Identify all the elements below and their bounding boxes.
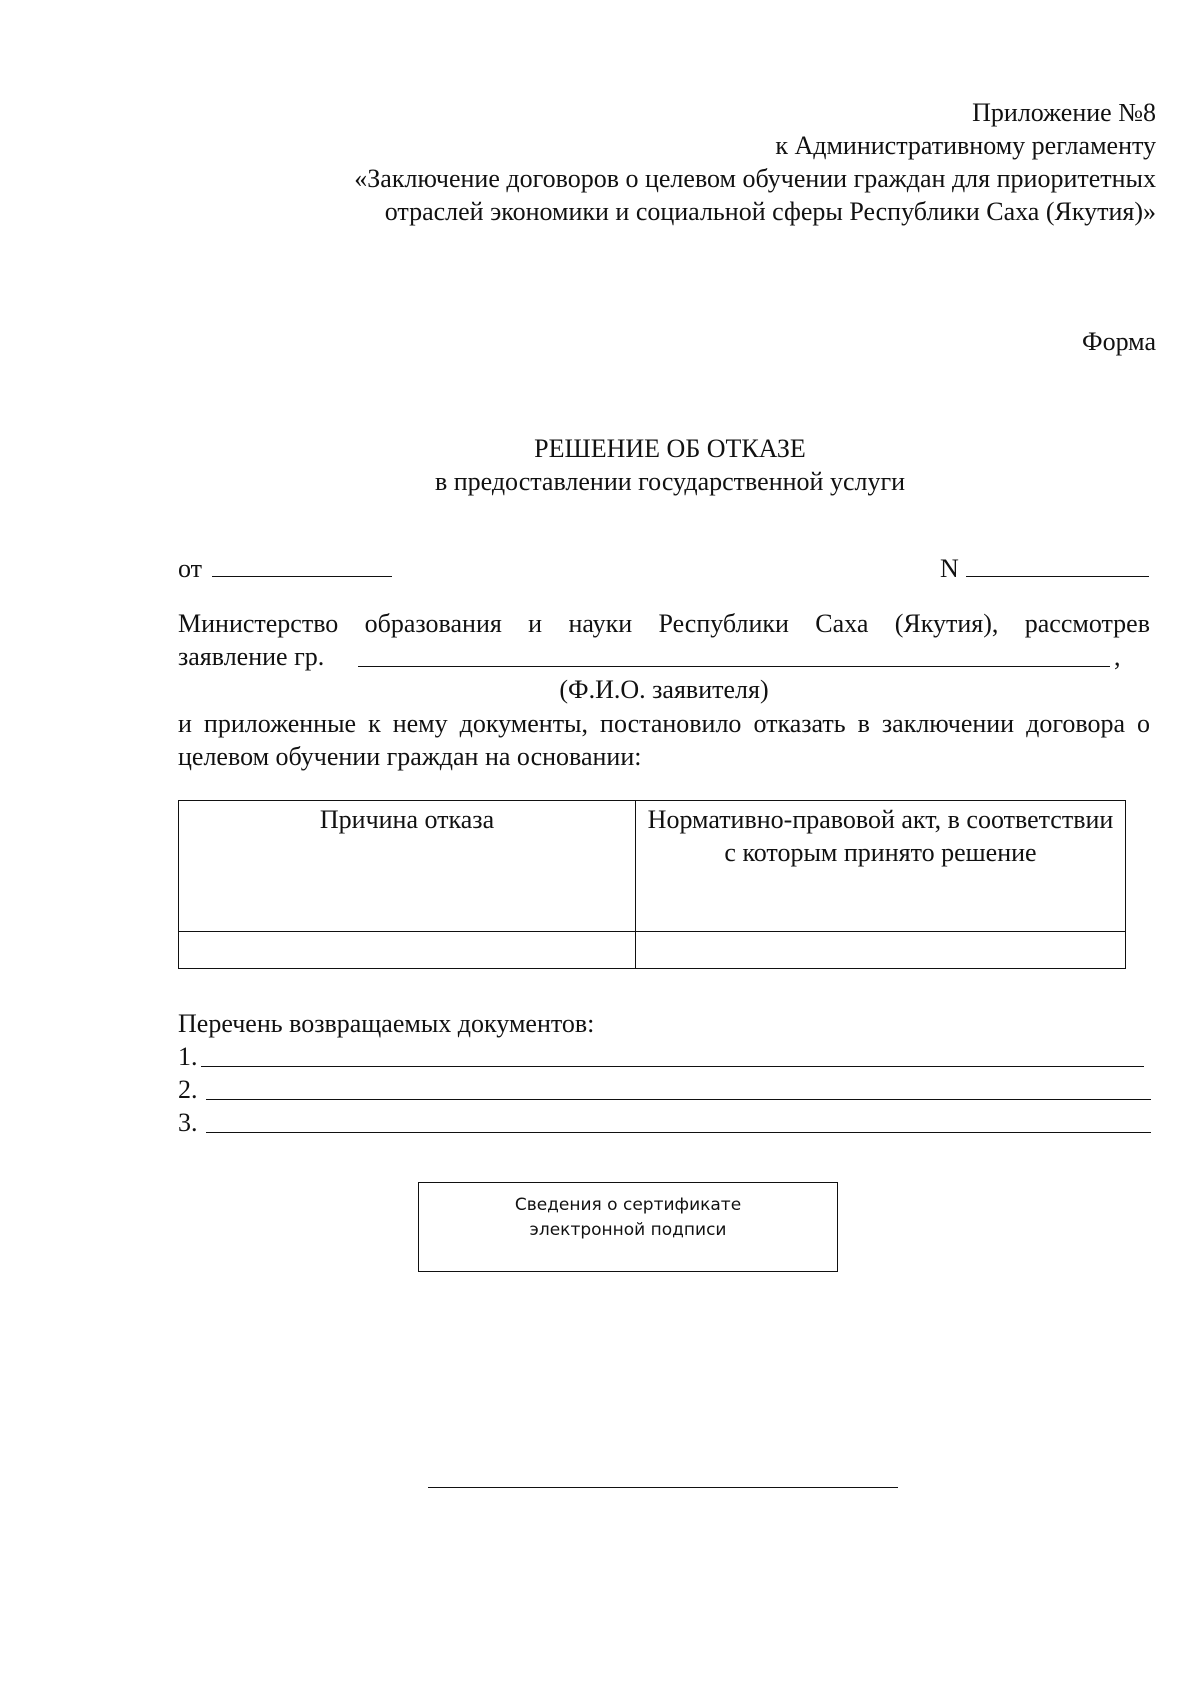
list-item-number: 3. bbox=[178, 1108, 198, 1137]
date-blank-line bbox=[212, 576, 392, 577]
list-item-number: 1. bbox=[178, 1042, 198, 1071]
table-header-legal-act: Нормативно-правовой акт, в соответствии с которым принято решение bbox=[636, 801, 1126, 932]
regulation-title-line1: «Заключение договоров о целевом обучении граждан для приоритетных bbox=[354, 164, 1156, 193]
title-sub: в предоставлении государственной услуги bbox=[434, 467, 906, 496]
list-item bbox=[178, 1040, 1150, 1073]
application-label: заявление гр. bbox=[178, 642, 325, 671]
decision-intro bbox=[178, 607, 1150, 673]
list-item bbox=[178, 1106, 1150, 1139]
decision-text: и приложенные к нему документы, постановило отказать в заключении договора о целевом обучении граждан на основании: bbox=[178, 709, 1150, 771]
date-label: от bbox=[178, 554, 203, 583]
applicant-comma: , bbox=[1114, 642, 1121, 671]
table-row bbox=[179, 932, 1126, 969]
certificate-line2: электронной подписи bbox=[529, 1220, 727, 1240]
number-blank-line bbox=[966, 576, 1149, 577]
table-cell-legal-act bbox=[636, 932, 1126, 969]
refusal-reasons-table bbox=[178, 800, 1126, 969]
appendix-reference: к Административному регламенту bbox=[775, 131, 1156, 160]
title-main: РЕШЕНИЕ ОБ ОТКАЗЕ bbox=[534, 434, 806, 463]
applicant-name-blank-line bbox=[358, 666, 1110, 667]
list-item-blank-line bbox=[206, 1132, 1151, 1133]
number-label: N bbox=[940, 554, 959, 583]
list-item-number: 2. bbox=[178, 1075, 198, 1104]
appendix-header bbox=[200, 96, 1156, 228]
fio-caption: (Ф.И.О. заявителя) bbox=[559, 675, 769, 704]
list-item-blank-line bbox=[206, 1099, 1151, 1100]
document-title bbox=[170, 432, 1170, 498]
appendix-number: Приложение №8 bbox=[972, 98, 1156, 127]
intro-line1: Министерство образования и науки Республики Саха (Якутия), рассмотрев bbox=[178, 609, 1150, 638]
table-cell-reason bbox=[179, 932, 636, 969]
regulation-title-line2: отраслей экономики и социальной сферы Республики Саха (Якутия)» bbox=[384, 197, 1156, 226]
list-item-blank-line bbox=[201, 1066, 1144, 1067]
intro-line2 bbox=[178, 640, 1150, 673]
returned-docs-title: Перечень возвращаемых документов: bbox=[178, 1009, 595, 1038]
certificate-line1: Сведения о сертификате bbox=[514, 1195, 742, 1215]
signature-line bbox=[428, 1487, 898, 1488]
list-item bbox=[178, 1073, 1150, 1106]
date-number-row bbox=[178, 552, 1150, 586]
signature-certificate-box bbox=[418, 1182, 838, 1272]
form-label: Форма bbox=[1082, 327, 1156, 356]
table-header-row bbox=[179, 801, 1126, 932]
table-header-reason: Причина отказа bbox=[179, 801, 636, 932]
